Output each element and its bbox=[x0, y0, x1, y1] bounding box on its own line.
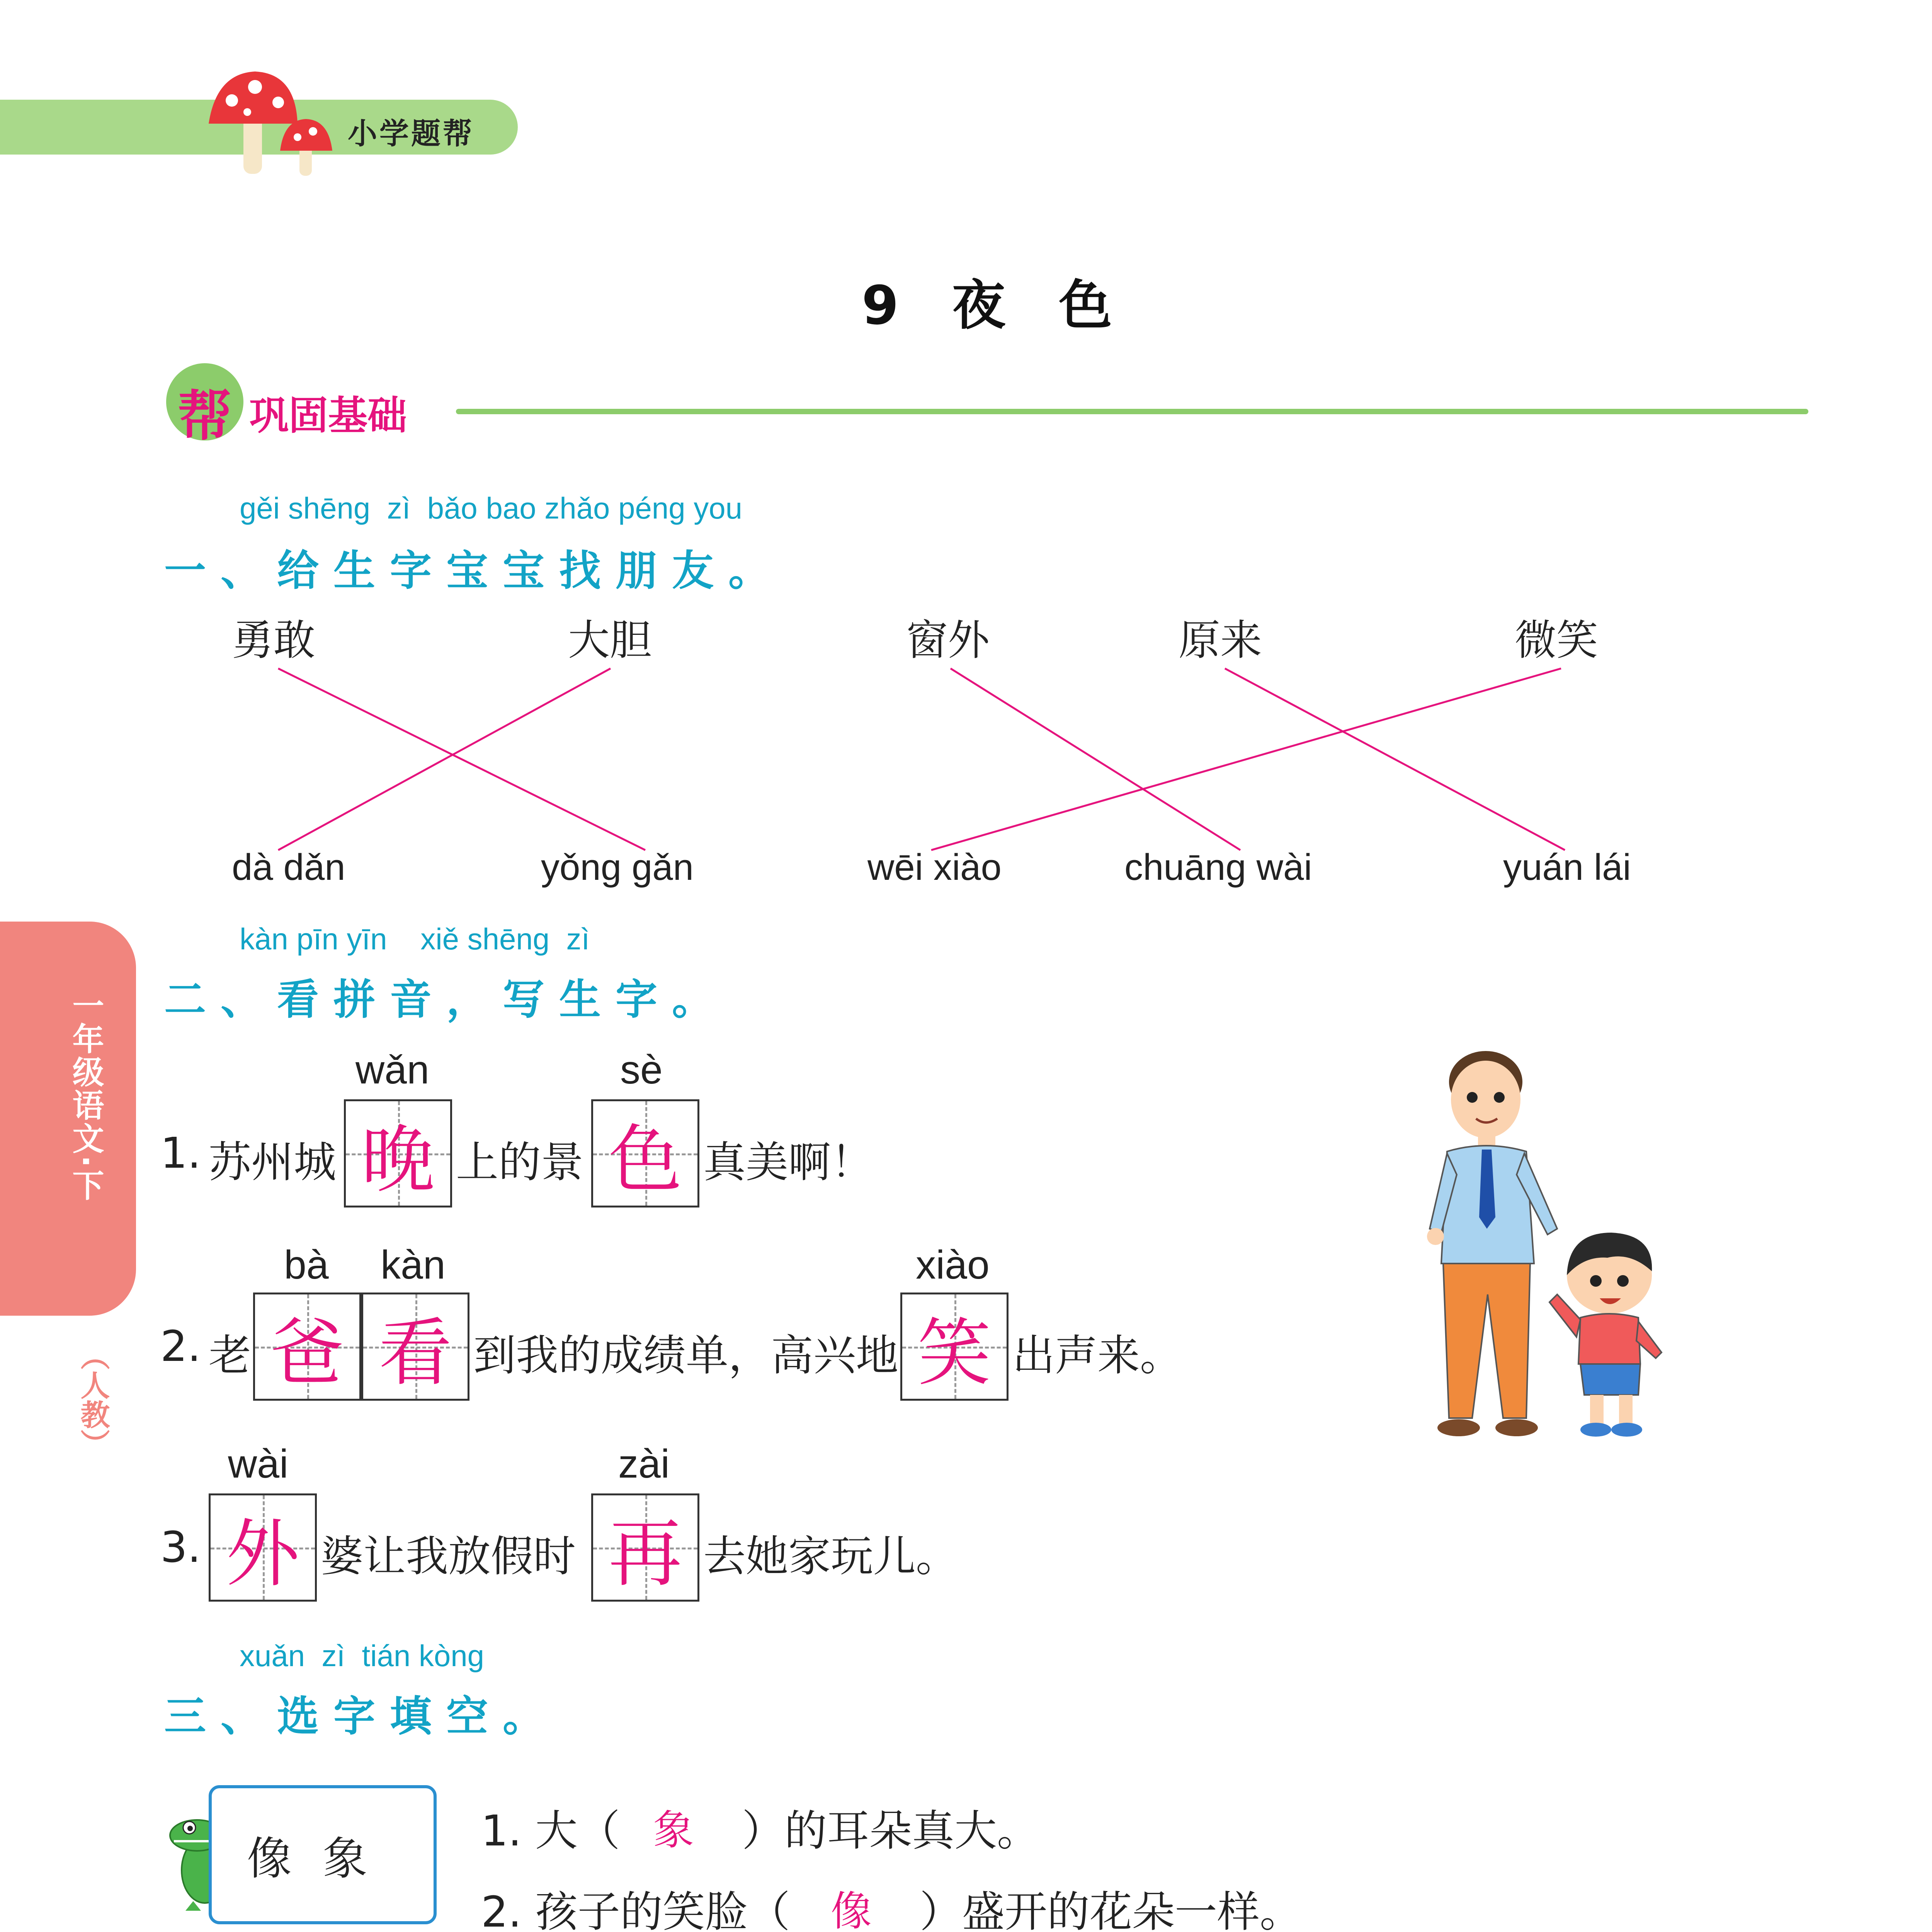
q1-box-1 bbox=[344, 1099, 452, 1208]
q2-pinyin-3: xiào bbox=[916, 1243, 990, 1287]
q2-text-1: 老 bbox=[209, 1331, 251, 1380]
q1-answer-2: 色 bbox=[608, 1117, 682, 1202]
q2-text-2: 到我的成绩单，高兴地 bbox=[473, 1331, 898, 1380]
s2-title: 二、看拼音，写生字。 bbox=[164, 976, 729, 1024]
father-son-illustration bbox=[1414, 1047, 1685, 1453]
s3-item-2-post: ）盛开的花朵一样。 bbox=[920, 1887, 1302, 1932]
s1-pinyin: gěi shēng zì bǎo bao zhǎo péng you bbox=[240, 491, 743, 525]
q3-pinyin-2: zài bbox=[618, 1442, 670, 1486]
s1-pinyin-3: wēi xiào bbox=[867, 847, 1002, 888]
s3-item-2-answer: 像 bbox=[831, 1888, 872, 1932]
q3-pinyin-1: wài bbox=[228, 1442, 289, 1486]
q2-box-1 bbox=[253, 1293, 361, 1401]
s1-word-2: 大胆 bbox=[568, 616, 652, 665]
s3-pinyin: xuǎn zì tián kòng bbox=[240, 1639, 485, 1673]
q1-pinyin-2: sè bbox=[620, 1048, 663, 1092]
s1-word-3: 窗外 bbox=[906, 616, 990, 665]
q3-answer-1: 外 bbox=[226, 1511, 299, 1597]
q1-answer-1: 晚 bbox=[361, 1117, 435, 1202]
s1-pinyin-1: dà dǎn bbox=[232, 847, 345, 888]
s3-item-1-pre: 1. 大（ bbox=[481, 1806, 620, 1855]
q2-pinyin-2: kàn bbox=[381, 1243, 446, 1287]
side-tab-grade: 一年级语文·下 bbox=[67, 989, 104, 1202]
s2-pinyin: kàn pīn yīn xiě shēng zì bbox=[240, 922, 590, 956]
q2-number: 2. bbox=[160, 1321, 201, 1371]
q2-text-3: 出声来。 bbox=[1012, 1331, 1182, 1380]
s1-word-5: 微笑 bbox=[1515, 616, 1599, 665]
s1-word-1: 勇敢 bbox=[232, 616, 316, 665]
q2-pinyin-1: bà bbox=[284, 1243, 329, 1287]
s3-item-1-post: ）的耳朵真大。 bbox=[742, 1806, 1039, 1855]
q1-number: 1. bbox=[160, 1128, 201, 1178]
s3-item-1-answer: 象 bbox=[653, 1806, 694, 1854]
side-tab-edition: （人教） bbox=[76, 1341, 110, 1458]
match-line-5 bbox=[931, 668, 1561, 850]
s1-pinyin-5: yuán lái bbox=[1503, 847, 1631, 888]
q1-text-2: 上的景 bbox=[456, 1138, 583, 1187]
match-line-4 bbox=[1225, 668, 1565, 850]
q1-text-3: 真美啊！ bbox=[703, 1138, 873, 1187]
s1-pinyin-4: chuāng wài bbox=[1124, 847, 1312, 888]
q2-box-3 bbox=[900, 1293, 1009, 1401]
q3-box-1 bbox=[209, 1493, 317, 1602]
match-line-1 bbox=[278, 668, 645, 850]
s3-title: 三、选字填空。 bbox=[164, 1692, 560, 1741]
s1-pinyin-2: yǒng gǎn bbox=[541, 847, 694, 888]
q2-answer-3: 笑 bbox=[917, 1310, 991, 1396]
q1-text-1: 苏州城 bbox=[209, 1138, 336, 1187]
q2-box-2 bbox=[361, 1293, 469, 1401]
q2-answer-1: 爸 bbox=[270, 1310, 344, 1396]
s3-item-2-pre: 2. 孩子的笑脸（ bbox=[481, 1887, 790, 1932]
banner-mark: 帮 bbox=[178, 385, 232, 448]
s3-options-box-1: 像象 bbox=[209, 1785, 437, 1924]
brand-label: 小学题帮 bbox=[348, 116, 474, 151]
q3-text-1: 婆让我放假时 bbox=[321, 1532, 576, 1581]
q3-number: 3. bbox=[160, 1522, 201, 1572]
q3-answer-2: 再 bbox=[608, 1511, 682, 1597]
matching-lines bbox=[0, 0, 1932, 927]
q1-pinyin-1: wǎn bbox=[355, 1048, 429, 1092]
lesson-title: 9 夜 色 bbox=[861, 274, 1112, 337]
q2-answer-2: 看 bbox=[378, 1310, 452, 1396]
match-line-2 bbox=[278, 668, 611, 850]
s1-title: 一、给生字宝宝找朋友。 bbox=[164, 547, 785, 595]
s1-word-4: 原来 bbox=[1179, 616, 1262, 665]
q3-box-2 bbox=[591, 1493, 699, 1602]
q3-text-2: 去她家玩儿。 bbox=[703, 1532, 958, 1581]
match-line-3 bbox=[951, 668, 1240, 850]
q1-box-2 bbox=[591, 1099, 699, 1208]
banner-text: 巩固基础 bbox=[249, 393, 407, 439]
